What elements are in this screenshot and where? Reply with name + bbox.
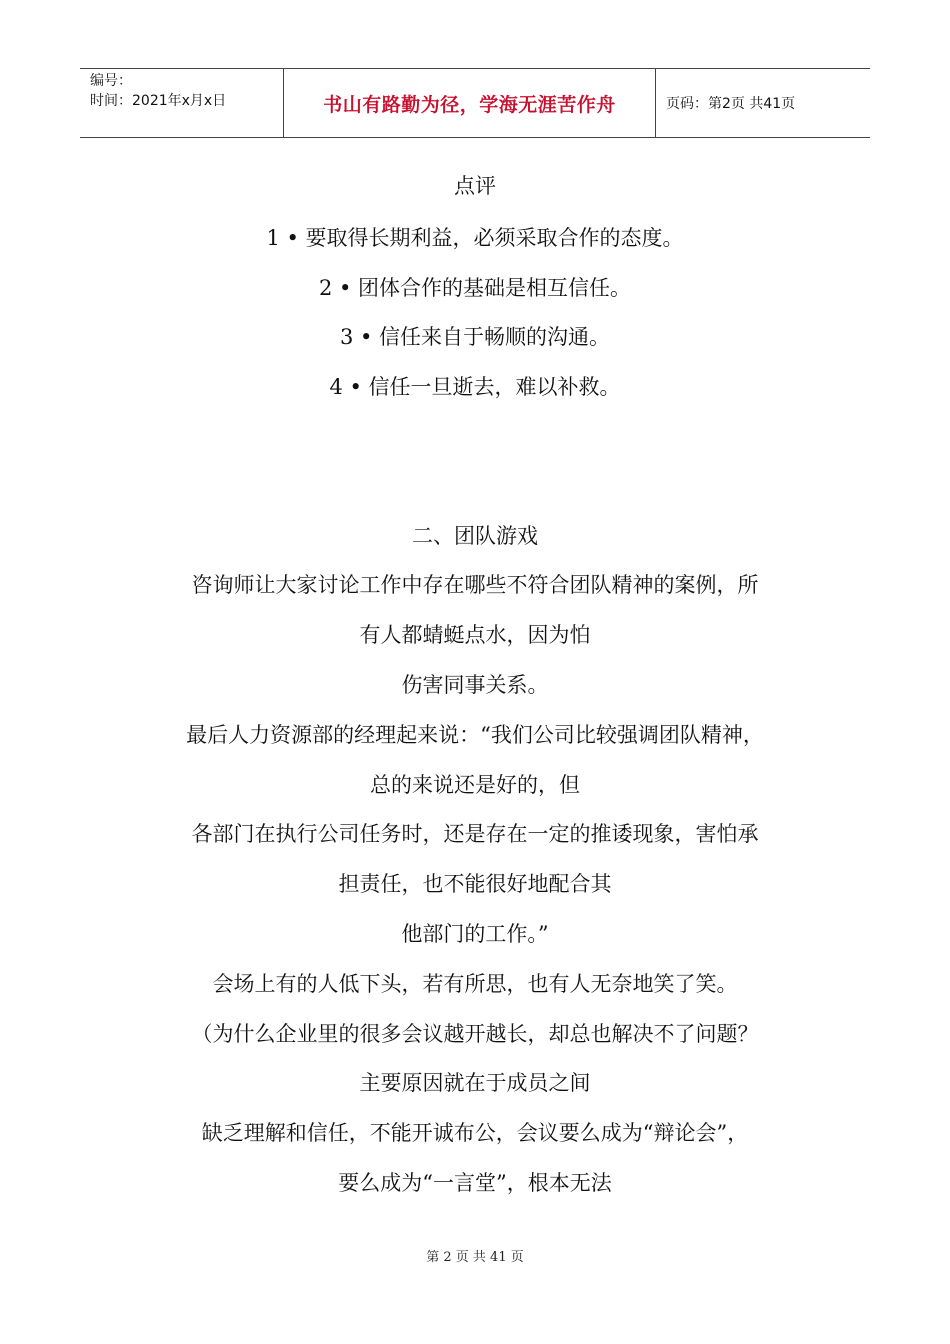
paragraph-line: 有人都蜻蜓点水，因为怕 bbox=[359, 623, 591, 647]
motto-text: 书山有路勤为径，学海无涯苦作舟 bbox=[323, 93, 616, 116]
paragraph-line: 会场上有的人低下头，若有所思，也有人无奈地笑了笑。 bbox=[212, 972, 738, 996]
point-item: 2 • 团体合作的基础是相互信任。 bbox=[318, 276, 632, 300]
header-meta bbox=[80, 69, 283, 137]
paragraph-line: 他部门的工作。” bbox=[401, 922, 549, 946]
header-motto-cell bbox=[283, 69, 656, 137]
paragraph-line: （为什么企业里的很多会议越开越长，却总也解决不了问题？ bbox=[191, 1022, 759, 1046]
paragraph-line: 缺乏理解和信任，不能开诚布公，会议要么成为“辩论会”， bbox=[201, 1121, 749, 1145]
paragraph-line: 总的来说还是好的，但 bbox=[370, 773, 580, 797]
header-page-info bbox=[656, 69, 870, 137]
time-label: 时间：2021年x月x日 bbox=[90, 93, 227, 109]
point-item: 1 • 要取得长期利益，必须采取合作的态度。 bbox=[266, 226, 684, 250]
point-item: 3 • 信任来自于畅顺的沟通。 bbox=[339, 325, 611, 349]
point-item: 4 • 信任一旦逝去，难以补救。 bbox=[329, 375, 621, 399]
paragraph-line: 担责任，也不能很好地配合其 bbox=[338, 872, 612, 896]
paragraph-line: 最后人力资源部的经理起来说：“我们公司比较强调团队精神， bbox=[186, 723, 764, 747]
paragraph-line: 主要原因就在于成员之间 bbox=[359, 1071, 591, 1095]
paragraph-line: 伤害同事关系。 bbox=[401, 673, 549, 697]
paragraph-line: 要么成为“一言堂”，根本无法 bbox=[338, 1171, 612, 1195]
page-header bbox=[80, 68, 870, 138]
page-info-text: 页码：第2页 共41页 bbox=[666, 96, 796, 112]
paragraph-line: 咨询师让大家讨论工作中存在哪些不符合团队精神的案例，所 bbox=[191, 573, 759, 597]
paragraph-line: 各部门在执行公司任务时，还是存在一定的推诿现象，害怕承 bbox=[191, 822, 759, 846]
section-title: 二、团队游戏 bbox=[412, 524, 538, 548]
comment-title: 点评 bbox=[454, 174, 496, 198]
number-label: 编号： bbox=[90, 73, 132, 89]
page-footer: 第 2 页 共 41 页 bbox=[426, 1250, 524, 1265]
